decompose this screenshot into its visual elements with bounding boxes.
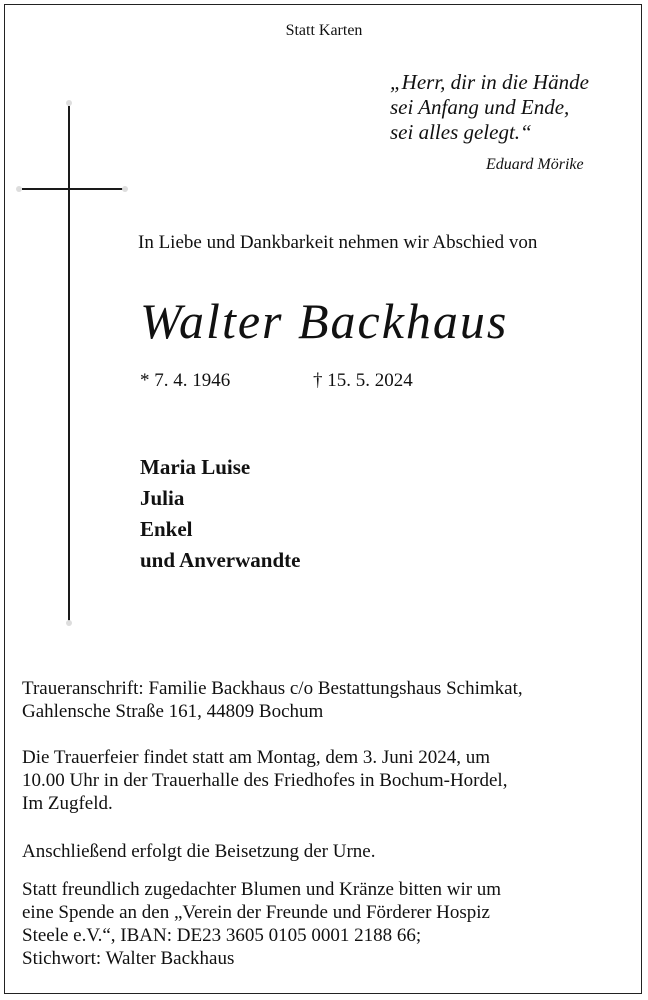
burial-line: Anschließend erfolgt die Beisetzung der Urne. [22,841,376,862]
donation-line: Stichwort: Walter Backhaus [22,948,235,969]
ceremony-line: 10.00 Uhr in der Trauerhalle des Friedhofes in Bochum-Hordel, [22,770,508,791]
bible-quote [390,70,589,145]
address-line: Gahlensche Straße 161, 44809 Bochum [22,701,324,722]
donation-line: eine Spende an den „Verein der Freunde und Förderer Hospiz [22,902,490,923]
mourner: Enkel [140,517,193,541]
mourner: Maria Luise [140,455,251,479]
ceremony-line: Die Trauerfeier findet statt am Montag, dem 3. Juni 2024, um [22,747,491,768]
address-paragraph [22,677,626,723]
death-date: † 15. 5. 2024 [313,370,413,391]
ceremony-line: Im Zugfeld. [22,793,113,814]
deceased-name: Walter Backhaus [140,293,509,349]
intro-text: In Liebe und Dankbarkeit nehmen wir Abschied von [138,232,538,253]
address-line: Traueranschrift: Familie Backhaus c/o Bestattungshaus Schimkat, [22,678,523,699]
cross-bar [22,188,124,190]
donation-line: Steele e.V.“, IBAN: DE23 3605 0105 0001 2188 66; [22,925,422,946]
cross-icon [68,106,70,622]
mourner: und Anverwandte [140,548,301,572]
mourner: Julia [140,486,185,510]
mourners-list [140,452,300,576]
cross-ornament-left [16,186,22,192]
cross-ornament-right [122,186,128,192]
quote-line: sei Anfang und Ende, [390,95,570,119]
cross-ornament-bottom [66,620,72,626]
header-text: Statt Karten [285,22,363,39]
donation-line: Statt freundlich zugedachter Blumen und Kränze bitten wir um [22,879,502,900]
donation-paragraph [22,878,626,970]
quote-author: Eduard Mörike [486,156,584,173]
quote-line: „Herr, dir in die Hände [390,70,589,94]
ceremony-paragraph [22,746,626,815]
cross-ornament-top [66,100,72,106]
burial-paragraph [22,840,626,863]
birth-date: * 7. 4. 1946 [140,370,231,391]
quote-line: sei alles gelegt.“ [390,120,532,144]
